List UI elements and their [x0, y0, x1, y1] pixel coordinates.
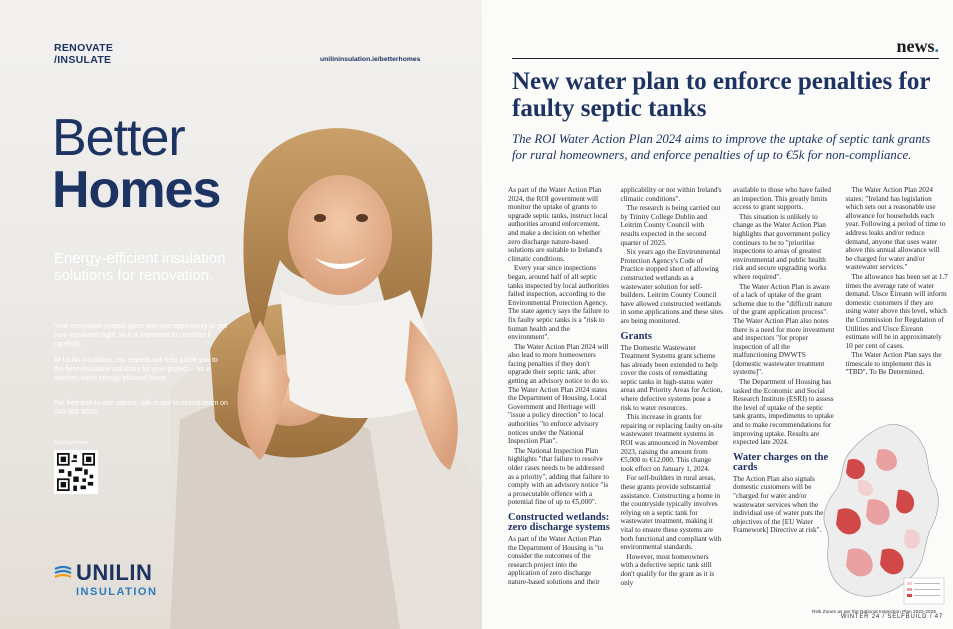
column-1-paragraph-4: The National Inspection Plan highlights "that failure to resolve older cases needs to be addressed as a priority", adding that failure to comply with an advisory notice "is a prosecutable offence with a potential fine of up to €5,000". [508, 446, 609, 507]
advert-lead: Energy-efficient insulation solutions for renovation. [54, 250, 226, 284]
subhead-constructed-wetlands: Constructed wetlands: zero discharge systems [508, 511, 610, 533]
column-3-paragraph-1: available to those who have failed an inspection. This greatly limits access to grant supports. [733, 186, 831, 212]
advert-title-line-2: Homes [52, 161, 221, 219]
brand-mark [54, 42, 113, 66]
column-2-paragraph-1: applicability or not within Ireland's climatic conditions". [620, 186, 722, 203]
column-3-paragraph-4: The Department of Housing has tasked the Economic and Social Research Institute (ESRI) to assess the level of uptake of the septic tank grants, impediments to uptake and to make recommendations for improving uptake. Results are expected late 2024. [733, 378, 834, 447]
article-page [482, 0, 953, 629]
find-out-more-label: Find out more [54, 440, 88, 446]
column-2-paragraph-2: The research is being carried out by Trinity College Dublin and Leitrim County Council with results expected in the second quarter of 2025. [620, 204, 721, 247]
header-rule [512, 58, 939, 59]
logo-sub: INSULATION [76, 586, 158, 598]
column-2-paragraph-4: The Domestic Wastewater Treatment Systems grant scheme has already been extended to help cover the costs of remediating septic tanks in high-status water areas and Priority Areas for Action, where defective systems pose a risk to water resources. [620, 343, 723, 412]
column-3-paragraph-3: The Water Action Plan is aware of a lack of uptake of the grant scheme due to the "difficult nature of the grant application process". The Water Action Plan also notes there is a need for more investment and inspectors "for proper inspection of all the malfunctioning DWWTS [domestic wastewater treatment systems]". [733, 282, 835, 377]
column-4-paragraph-3: The Water Action Plan says the timescale to implement this is "TBD", To Be Determined. [845, 351, 942, 377]
column-3-paragraph-5: The Action Plan also signals domestic customers will be "charged for water and/or wastewater services when the individual use of water puts the objectives of the [EU Water Framework] Directive at risk". [733, 474, 824, 535]
article-column-2 [621, 186, 724, 588]
column-1-paragraph-1: As part of the Water Action Plan 2024, the ROI government will monitor the uptake of grants to upgrade septic tanks, instruct local authorities around enforcement, and make a decision on whether zero discharge nature-based solutions are suitable to Ireland's climatic conditions. [508, 186, 608, 263]
column-1-paragraph-5: As part of the Water Action Plan the Department of Housing is "to consider the outcomes of the research project into the application of zero discharge nature-based solutions and their [508, 534, 604, 586]
advert-paragraph-3: For free one-to-one advice, talk to our technical team on 046 906 6050. [54, 400, 228, 416]
page-footer: WINTER 24 / SELFBUILD / 47 [840, 614, 943, 620]
map-legend [904, 578, 944, 604]
column-2-paragraph-5: This increase in grants for repairing or replacing faulty on-site wastewater treatment systems in ROI was announced in November 2023, raising the amount from €5,000 to €12,000. This change took effect on January 1, 2024. [620, 413, 723, 473]
section-dot: . [934, 36, 939, 56]
qr-code-icon[interactable] [54, 450, 98, 494]
brand-line-1: RENOVATE [54, 42, 114, 54]
brand-line-2: /INSULATE [54, 54, 112, 66]
article-column-1 [508, 186, 611, 588]
map-caption: Risk Zones as per the National Inspection Plan 2022-2026 [812, 610, 936, 615]
section-label [896, 36, 939, 57]
logo-name: UNILIN [76, 560, 153, 585]
unilin-logo-icon [54, 560, 157, 598]
column-1-paragraph-3: The Water Action Plan 2024 will also lead to more homeowners facing penalties if they don't upgrade their septic tank, after getting an advisory notice to do so. The Water Action Plan 2024 states the Department of Housing, Local Government and Heritage will "issue a policy direction" to local authorities "to enforce advisory notices under the National Inspection Plan". [508, 342, 609, 446]
subhead-grants: Grants [620, 330, 652, 342]
subhead-water-charges: Water charges on the cards [733, 451, 829, 473]
ireland-risk-map-icon [818, 420, 948, 610]
column-1-paragraph-2: Every year since inspections began, around half of all septic tanks inspected by local authorities failed inspection, according to the Environmental Protection Agency. The state agency says the failure to fix faulty septic tanks is a "risk to human health and the environment". [508, 264, 609, 342]
logo-stripes-icon [54, 564, 72, 582]
column-3-paragraph-2: This situation is unlikely to change as the Water Action Plan highlights that government policy continues to be to "prioritise inspections to areas of greatest environmental and public health risk and secure upgrading works where required". [733, 212, 831, 281]
column-2-paragraph-7: However, most homeowners with a defective septic tank still don't qualify for the grant as it is only [620, 552, 715, 587]
advert-paragraph-2: At Unilin Insulation, our experts will help guide you to the best insulation solutions for your project – for a warmer, more energy-efficient home. [54, 357, 218, 382]
article-headline: New water plan to enforce penalties for faulty septic tanks [512, 68, 930, 122]
article-standfirst: The ROI Water Action Plan 2024 aims to improve the uptake of septic tank grants for rural homeowners, and enforce penalties of up to €5k for non-compliance. [512, 132, 931, 162]
column-2-paragraph-3: Six years ago the Environmental Protection Agency's Code of Practice stopped short of allowing constructed wetlands as a wastewater solution for self-builders. Leitrim County Council have allowed constructed wetlands in some applications and these sites are being monitored. [620, 248, 723, 325]
column-4-paragraph-2: The allowance has been set at 1.7 times the average rate of water demand. Uisce Éireann will inform domestic customers if they are using water above this level, which the Commission for Regulation of Utilities and Uisce Éireann estimate will be in approximately 10 per cent of cases. [845, 272, 948, 350]
section-label-text: news [896, 36, 935, 56]
advert-paragraph-1: Your renovation project gives you one opportunity to get your insulation right, so it is important to consider it carefully. [54, 323, 227, 348]
column-4-paragraph-1: The Water Action Plan 2024 states: "Ireland has legislation which sets out a reasonable use allowance for households each year. Following a period of time to address leaks and/or reduce demand, anyone that uses water above this annual allowance will be charged for water and/or wastewater services." [845, 186, 946, 272]
advert-url[interactable]: unilininsulation.ie/betterhomes [320, 56, 421, 63]
qr-code-graphic [57, 453, 95, 491]
advert-title-line-1: Better [52, 109, 185, 167]
column-2-paragraph-6: For self-builders in rural areas, these grants provide substantial assistance. Constructing a home in the countryside typically involves relying on a septic tank for wastewater treatment, making it vital to ensure these systems are both functional and compliant with environmental standards. [620, 474, 722, 552]
